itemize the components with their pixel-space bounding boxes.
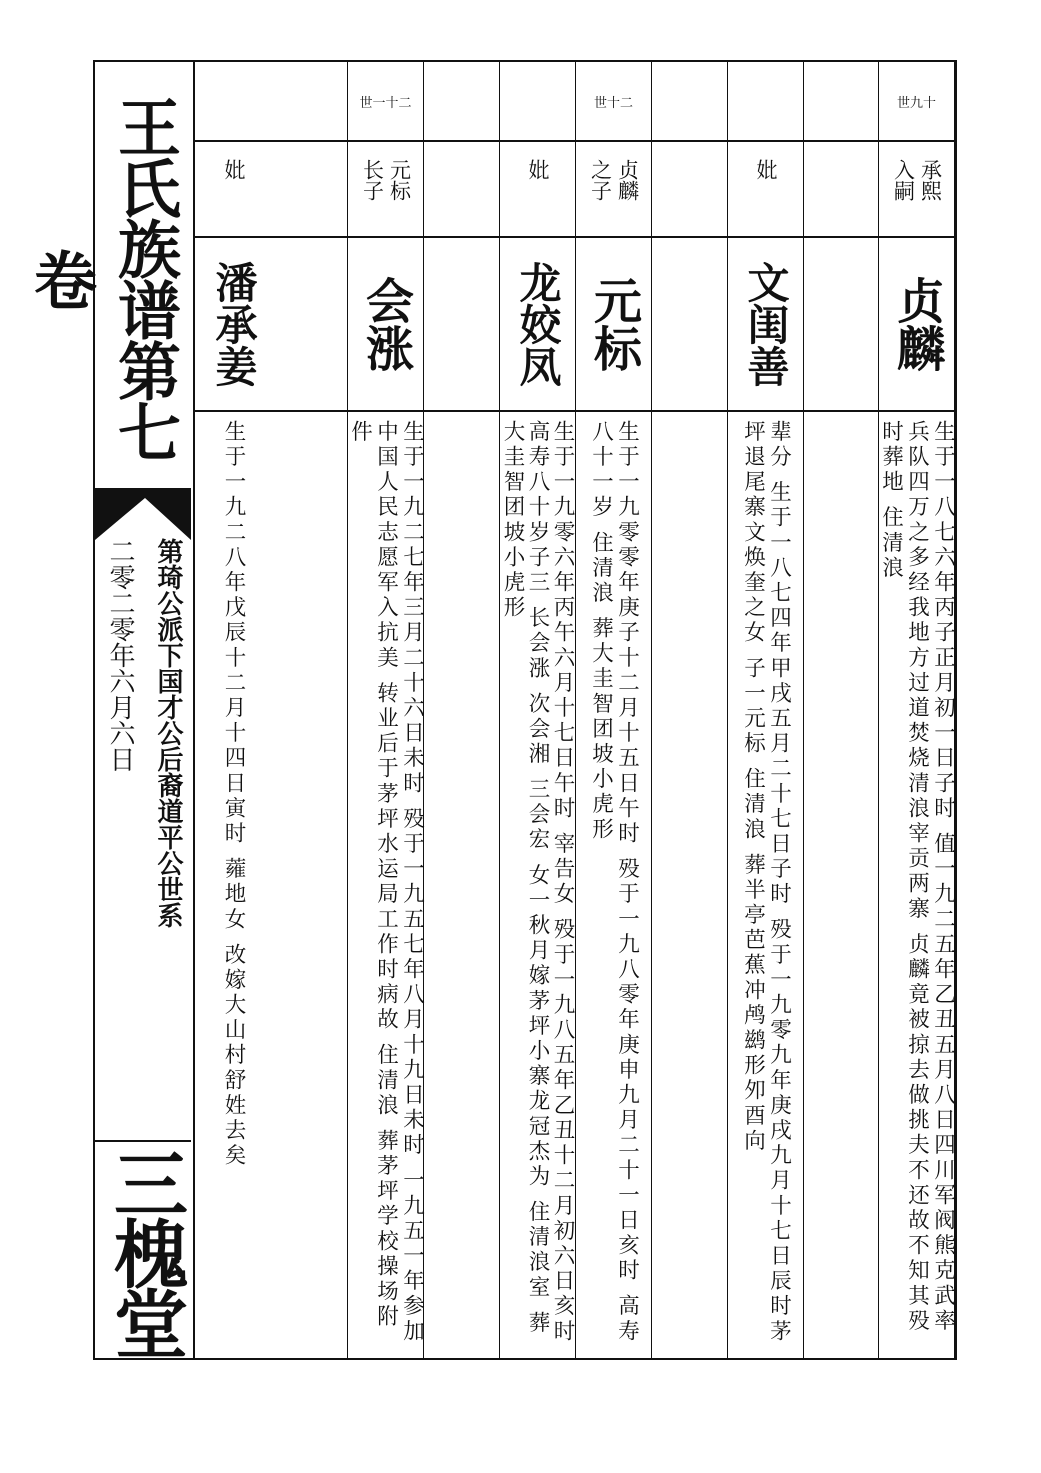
column-zhenlin bbox=[879, 62, 955, 1358]
column-empty-2 bbox=[652, 62, 728, 1358]
column-empty-1 bbox=[804, 62, 879, 1358]
fishtail-ornament-icon bbox=[95, 488, 191, 540]
title-block bbox=[24, 62, 195, 1358]
compile-date: 二零二零年六月六日 bbox=[105, 538, 135, 772]
relation-label: 贞麟之子 bbox=[588, 159, 640, 201]
relation-label: 妣 bbox=[526, 159, 550, 180]
person-bio: 生于一九零六年丙午六月十七日午时 宰告女 殁于一九八五年乙丑十二月初六日亥时 高寿八十岁子三 长会涨 次会湘 三会宏 女一秋月嫁茅坪小寨龙冠杰为 住清浪室 葬大圭智团坡小虎形 bbox=[500, 420, 575, 1345]
person-name: 贞麟 bbox=[888, 276, 945, 372]
person-name: 会涨 bbox=[357, 276, 414, 372]
column-yuanbiao bbox=[576, 62, 652, 1358]
genealogy-page-frame bbox=[24, 60, 957, 1360]
lineage-subtitle: 第琦公派下国才公后裔道平公世系 bbox=[153, 538, 183, 928]
person-bio: 生于一九二七年三月二十六日未时 殁于一九五七年八月十九日未时 一九五一年参加中国人民志愿军入抗美 转业后于茅坪水运局工作时病故 住清浪 葬茅坪学校操场附件 bbox=[347, 420, 425, 1345]
book-title: 王氏族谱第七卷 bbox=[24, 95, 182, 461]
relation-label: 元标长子 bbox=[360, 159, 412, 201]
person-name: 龙姣凤 bbox=[513, 261, 563, 387]
generation-label: 世一十二 bbox=[359, 95, 412, 111]
person-bio bbox=[652, 414, 727, 1344]
relation-label: 妣 bbox=[754, 159, 778, 180]
person-bio: 生于一九零零年庚子十二月十五日午时 殁于一九八零年庚申九月二十一日亥时 高寿八十一岁 住清浪 葬大圭智团坡小虎形 bbox=[588, 420, 640, 1345]
person-bio bbox=[424, 414, 499, 1344]
relation-label: 承熙入嗣 bbox=[891, 159, 943, 201]
column-wenguishan bbox=[728, 62, 804, 1358]
column-empty-3 bbox=[424, 62, 500, 1358]
column-panchengjiang bbox=[195, 62, 272, 1358]
person-bio bbox=[272, 414, 347, 1344]
generation-label: 世九十 bbox=[896, 95, 936, 111]
person-bio: 生于一九二八年戊辰十二月十四日寅时 蕹地女 改嫁大山村舒姓去矣 bbox=[221, 420, 246, 1169]
hall-name: 三槐堂 bbox=[102, 1146, 188, 1356]
person-name: 文闺善 bbox=[741, 261, 791, 387]
person-bio: 生于一八七六年丙子正月初一日子时 值一九二五年乙丑五月八日四川军阀熊克武率兵队四万之多经我地方过道焚烧清浪宰贡两寨 贞麟竟被掠去做挑夫不还故不知其殁时葬地 住清浪 bbox=[878, 420, 956, 1335]
column-longjiaofeng bbox=[500, 62, 576, 1358]
person-name: 潘承姜 bbox=[209, 261, 259, 387]
column-huizhang bbox=[348, 62, 424, 1358]
column-empty-4 bbox=[272, 62, 348, 1358]
generation-label: 世十二 bbox=[593, 95, 633, 111]
person-bio bbox=[804, 414, 878, 1344]
title-divider bbox=[95, 1140, 191, 1142]
relation-label: 妣 bbox=[222, 159, 246, 180]
person-name: 元标 bbox=[585, 276, 642, 372]
person-bio: 辈分 生于一八七四年甲戌五月二十七日子时 殁于一九零九年庚戌九月十七日辰时茅坪退尾寨文焕奎之女 子一元标 住清浪 葬半亭芭蕉冲鸬鹚形夘酉向 bbox=[740, 420, 792, 1345]
